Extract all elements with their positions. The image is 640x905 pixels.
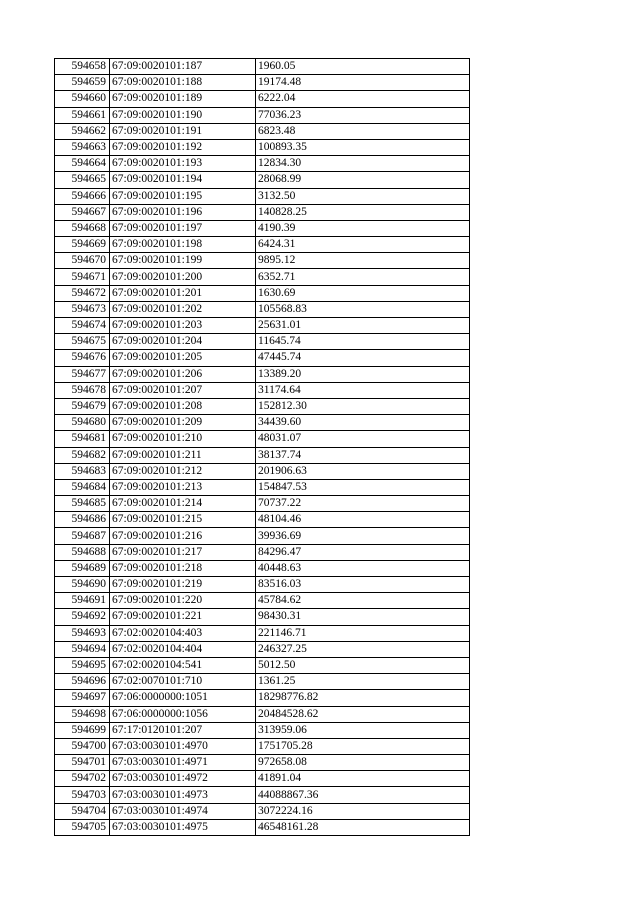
table-row <box>55 560 470 576</box>
table-row <box>55 496 470 512</box>
row-number-cell: 594686 <box>55 512 110 528</box>
value-cell: 25631.01 <box>256 318 470 334</box>
row-number-cell: 594701 <box>55 755 110 771</box>
cadastral-number-cell: 67:17:0120101:207 <box>110 722 256 738</box>
table-row <box>55 657 470 673</box>
cadastral-number-cell: 67:09:0020101:187 <box>110 59 256 75</box>
row-number-cell: 594691 <box>55 593 110 609</box>
cadastral-number-cell: 67:09:0020101:193 <box>110 156 256 172</box>
value-cell: 40448.63 <box>256 560 470 576</box>
table-row <box>55 593 470 609</box>
table-row <box>55 722 470 738</box>
table-row <box>55 463 470 479</box>
table-row <box>55 738 470 754</box>
value-cell: 3132.50 <box>256 188 470 204</box>
table-row <box>55 107 470 123</box>
row-number-cell: 594664 <box>55 156 110 172</box>
table-row <box>55 156 470 172</box>
value-cell: 246327.25 <box>256 641 470 657</box>
value-cell: 100893.35 <box>256 139 470 155</box>
value-cell: 6352.71 <box>256 269 470 285</box>
cadastral-number-cell: 67:03:0030101:4970 <box>110 738 256 754</box>
value-cell: 4190.39 <box>256 220 470 236</box>
cadastral-number-cell: 67:06:0000000:1056 <box>110 706 256 722</box>
table-row <box>55 237 470 253</box>
cadastral-number-cell: 67:02:0020104:541 <box>110 657 256 673</box>
value-cell: 47445.74 <box>256 350 470 366</box>
cadastral-number-cell: 67:09:0020101:221 <box>110 609 256 625</box>
value-cell: 18298776.82 <box>256 690 470 706</box>
table-row <box>55 690 470 706</box>
cadastral-number-cell: 67:09:0020101:189 <box>110 91 256 107</box>
value-cell: 972658.08 <box>256 755 470 771</box>
row-number-cell: 594683 <box>55 463 110 479</box>
row-number-cell: 594681 <box>55 431 110 447</box>
row-number-cell: 594672 <box>55 285 110 301</box>
table-row <box>55 803 470 819</box>
cadastral-number-cell: 67:09:0020101:205 <box>110 350 256 366</box>
cadastral-number-cell: 67:02:0020104:403 <box>110 625 256 641</box>
cadastral-number-cell: 67:03:0030101:4974 <box>110 803 256 819</box>
cadastral-number-cell: 67:09:0020101:220 <box>110 593 256 609</box>
cadastral-number-cell: 67:02:0020104:404 <box>110 641 256 657</box>
value-cell: 48104.46 <box>256 512 470 528</box>
value-cell: 152812.30 <box>256 398 470 414</box>
cadastral-number-cell: 67:09:0020101:218 <box>110 560 256 576</box>
table-row <box>55 350 470 366</box>
row-number-cell: 594670 <box>55 253 110 269</box>
data-table <box>54 58 470 836</box>
row-number-cell: 594668 <box>55 220 110 236</box>
cadastral-number-cell: 67:09:0020101:198 <box>110 237 256 253</box>
value-cell: 11645.74 <box>256 334 470 350</box>
table-row <box>55 398 470 414</box>
table-row <box>55 625 470 641</box>
cadastral-number-cell: 67:09:0020101:213 <box>110 479 256 495</box>
value-cell: 221146.71 <box>256 625 470 641</box>
table-row <box>55 123 470 139</box>
table-row <box>55 318 470 334</box>
value-cell: 154847.53 <box>256 479 470 495</box>
row-number-cell: 594661 <box>55 107 110 123</box>
row-number-cell: 594695 <box>55 657 110 673</box>
row-number-cell: 594673 <box>55 301 110 317</box>
value-cell: 31174.64 <box>256 382 470 398</box>
value-cell: 6424.31 <box>256 237 470 253</box>
value-cell: 1630.69 <box>256 285 470 301</box>
value-cell: 38137.74 <box>256 447 470 463</box>
value-cell: 77036.23 <box>256 107 470 123</box>
value-cell: 19174.48 <box>256 75 470 91</box>
cadastral-number-cell: 67:06:0000000:1051 <box>110 690 256 706</box>
value-cell: 41891.04 <box>256 771 470 787</box>
row-number-cell: 594665 <box>55 172 110 188</box>
cadastral-number-cell: 67:03:0030101:4973 <box>110 787 256 803</box>
table-row <box>55 59 470 75</box>
cadastral-number-cell: 67:09:0020101:219 <box>110 577 256 593</box>
cadastral-number-cell: 67:09:0020101:215 <box>110 512 256 528</box>
value-cell: 34439.60 <box>256 415 470 431</box>
row-number-cell: 594702 <box>55 771 110 787</box>
table-row <box>55 220 470 236</box>
row-number-cell: 594675 <box>55 334 110 350</box>
cadastral-number-cell: 67:09:0020101:204 <box>110 334 256 350</box>
value-cell: 140828.25 <box>256 204 470 220</box>
cadastral-number-cell: 67:09:0020101:197 <box>110 220 256 236</box>
table-row <box>55 301 470 317</box>
value-cell: 28068.99 <box>256 172 470 188</box>
table-row <box>55 253 470 269</box>
value-cell: 1751705.28 <box>256 738 470 754</box>
cadastral-number-cell: 67:09:0020101:210 <box>110 431 256 447</box>
table-row <box>55 512 470 528</box>
cadastral-number-cell: 67:02:0070101:710 <box>110 674 256 690</box>
cadastral-number-cell: 67:03:0030101:4971 <box>110 755 256 771</box>
cadastral-number-cell: 67:09:0020101:209 <box>110 415 256 431</box>
cadastral-number-cell: 67:09:0020101:208 <box>110 398 256 414</box>
value-cell: 45784.62 <box>256 593 470 609</box>
table-row <box>55 755 470 771</box>
cadastral-number-cell: 67:09:0020101:207 <box>110 382 256 398</box>
row-number-cell: 594700 <box>55 738 110 754</box>
row-number-cell: 594658 <box>55 59 110 75</box>
table-row <box>55 334 470 350</box>
row-number-cell: 594690 <box>55 577 110 593</box>
table-row <box>55 139 470 155</box>
table-row <box>55 706 470 722</box>
table-row <box>55 577 470 593</box>
cadastral-number-cell: 67:09:0020101:201 <box>110 285 256 301</box>
row-number-cell: 594663 <box>55 139 110 155</box>
row-number-cell: 594678 <box>55 382 110 398</box>
row-number-cell: 594669 <box>55 237 110 253</box>
value-cell: 313959.06 <box>256 722 470 738</box>
value-cell: 44088867.36 <box>256 787 470 803</box>
row-number-cell: 594698 <box>55 706 110 722</box>
table-row <box>55 641 470 657</box>
row-number-cell: 594694 <box>55 641 110 657</box>
value-cell: 98430.31 <box>256 609 470 625</box>
value-cell: 39936.69 <box>256 528 470 544</box>
value-cell: 5012.50 <box>256 657 470 673</box>
table-row <box>55 382 470 398</box>
cadastral-number-cell: 67:09:0020101:206 <box>110 366 256 382</box>
row-number-cell: 594684 <box>55 479 110 495</box>
row-number-cell: 594674 <box>55 318 110 334</box>
cadastral-number-cell: 67:09:0020101:216 <box>110 528 256 544</box>
row-number-cell: 594689 <box>55 560 110 576</box>
cadastral-number-cell: 67:09:0020101:190 <box>110 107 256 123</box>
table-row <box>55 609 470 625</box>
value-cell: 1960.05 <box>256 59 470 75</box>
cadastral-number-cell: 67:09:0020101:192 <box>110 139 256 155</box>
value-cell: 48031.07 <box>256 431 470 447</box>
row-number-cell: 594697 <box>55 690 110 706</box>
cadastral-number-cell: 67:09:0020101:217 <box>110 544 256 560</box>
table-row <box>55 447 470 463</box>
row-number-cell: 594662 <box>55 123 110 139</box>
row-number-cell: 594704 <box>55 803 110 819</box>
row-number-cell: 594660 <box>55 91 110 107</box>
value-cell: 20484528.62 <box>256 706 470 722</box>
cadastral-number-cell: 67:09:0020101:191 <box>110 123 256 139</box>
cadastral-number-cell: 67:09:0020101:200 <box>110 269 256 285</box>
table-row <box>55 172 470 188</box>
table-row <box>55 204 470 220</box>
table-row <box>55 479 470 495</box>
cadastral-number-cell: 67:09:0020101:188 <box>110 75 256 91</box>
cadastral-number-cell: 67:03:0030101:4972 <box>110 771 256 787</box>
cadastral-number-cell: 67:09:0020101:214 <box>110 496 256 512</box>
row-number-cell: 594687 <box>55 528 110 544</box>
value-cell: 9895.12 <box>256 253 470 269</box>
cadastral-number-cell: 67:09:0020101:196 <box>110 204 256 220</box>
table-row <box>55 431 470 447</box>
table-row <box>55 285 470 301</box>
cadastral-number-cell: 67:09:0020101:195 <box>110 188 256 204</box>
value-cell: 46548161.28 <box>256 819 470 835</box>
row-number-cell: 594685 <box>55 496 110 512</box>
row-number-cell: 594699 <box>55 722 110 738</box>
row-number-cell: 594676 <box>55 350 110 366</box>
table-row <box>55 75 470 91</box>
table-row <box>55 188 470 204</box>
table-row <box>55 787 470 803</box>
row-number-cell: 594703 <box>55 787 110 803</box>
value-cell: 84296.47 <box>256 544 470 560</box>
cadastral-number-cell: 67:09:0020101:199 <box>110 253 256 269</box>
row-number-cell: 594666 <box>55 188 110 204</box>
table-row <box>55 91 470 107</box>
value-cell: 6823.48 <box>256 123 470 139</box>
value-cell: 13389.20 <box>256 366 470 382</box>
cadastral-number-cell: 67:09:0020101:194 <box>110 172 256 188</box>
row-number-cell: 594680 <box>55 415 110 431</box>
row-number-cell: 594705 <box>55 819 110 835</box>
value-cell: 201906.63 <box>256 463 470 479</box>
row-number-cell: 594671 <box>55 269 110 285</box>
value-cell: 1361.25 <box>256 674 470 690</box>
cadastral-number-cell: 67:09:0020101:211 <box>110 447 256 463</box>
table-row <box>55 415 470 431</box>
table-row <box>55 366 470 382</box>
cadastral-number-cell: 67:09:0020101:203 <box>110 318 256 334</box>
table-row <box>55 674 470 690</box>
row-number-cell: 594693 <box>55 625 110 641</box>
value-cell: 6222.04 <box>256 91 470 107</box>
value-cell: 3072224.16 <box>256 803 470 819</box>
table-row <box>55 819 470 835</box>
cadastral-number-cell: 67:09:0020101:212 <box>110 463 256 479</box>
row-number-cell: 594696 <box>55 674 110 690</box>
cadastral-number-cell: 67:03:0030101:4975 <box>110 819 256 835</box>
row-number-cell: 594677 <box>55 366 110 382</box>
row-number-cell: 594659 <box>55 75 110 91</box>
table-row <box>55 269 470 285</box>
row-number-cell: 594682 <box>55 447 110 463</box>
value-cell: 83516.03 <box>256 577 470 593</box>
value-cell: 70737.22 <box>256 496 470 512</box>
row-number-cell: 594692 <box>55 609 110 625</box>
table-row <box>55 544 470 560</box>
row-number-cell: 594667 <box>55 204 110 220</box>
value-cell: 105568.83 <box>256 301 470 317</box>
table-body <box>55 59 470 836</box>
table-row <box>55 528 470 544</box>
table-row <box>55 771 470 787</box>
cadastral-number-cell: 67:09:0020101:202 <box>110 301 256 317</box>
row-number-cell: 594679 <box>55 398 110 414</box>
value-cell: 12834.30 <box>256 156 470 172</box>
row-number-cell: 594688 <box>55 544 110 560</box>
